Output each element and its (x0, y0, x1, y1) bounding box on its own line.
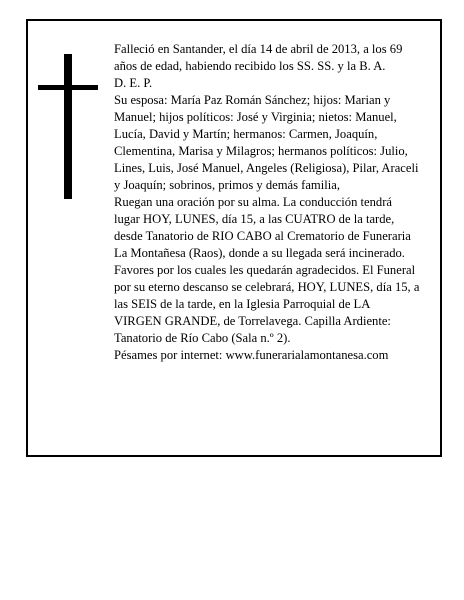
cross-vertical-bar (64, 54, 72, 199)
cross-horizontal-bar (38, 85, 98, 90)
condolences-website: Pésames por internet: www.funerarialamontanesa.com (114, 348, 389, 362)
funeral-details: Ruegan una oración por su alma. La conducción tendrá lugar HOY, LUNES, día 15, a las CUATRO de la tarde, desde Tanatorio de RIO CABO al Crematorio de Funeraria La Montañesa (Raos), donde a su llegada será incinerado. Favores por los cuales les quedarán agradecidos. El Funeral por su eterno descanso se celebrará, HOY, LUNES, día 15, a las SEIS de la tarde, en la Iglesia Parroquial de LA VIRGEN GRANDE, de Torrelavega. Capilla Ardiente: Tanatorio de Río Cabo (Sala n.º 2). (114, 195, 420, 345)
cross-icon (38, 54, 98, 199)
rest-in-peace: D. E. P. (114, 76, 153, 90)
obituary-notice (26, 19, 442, 457)
family-members: Su esposa: María Paz Román Sánchez; hijos: Marian y Manuel; hijos políticos: José y Virginia; nietos: Manuel, Lucía, David y Martín; hermanos: Carmen, Joaquín, Clementina, Marisa y Milagros; hermanos políticos: Julio, Lines, Luis, José Manuel, Angeles (Religiosa), Pilar, Araceli y Joaquín; sobrinos, primos y demás familia, (114, 93, 419, 192)
death-announcement: Falleció en Santander, el día 14 de abril de 2013, a los 69 años de edad, habiendo recibido los SS. SS. y la B. A. (114, 42, 403, 73)
obituary-text (114, 41, 420, 364)
